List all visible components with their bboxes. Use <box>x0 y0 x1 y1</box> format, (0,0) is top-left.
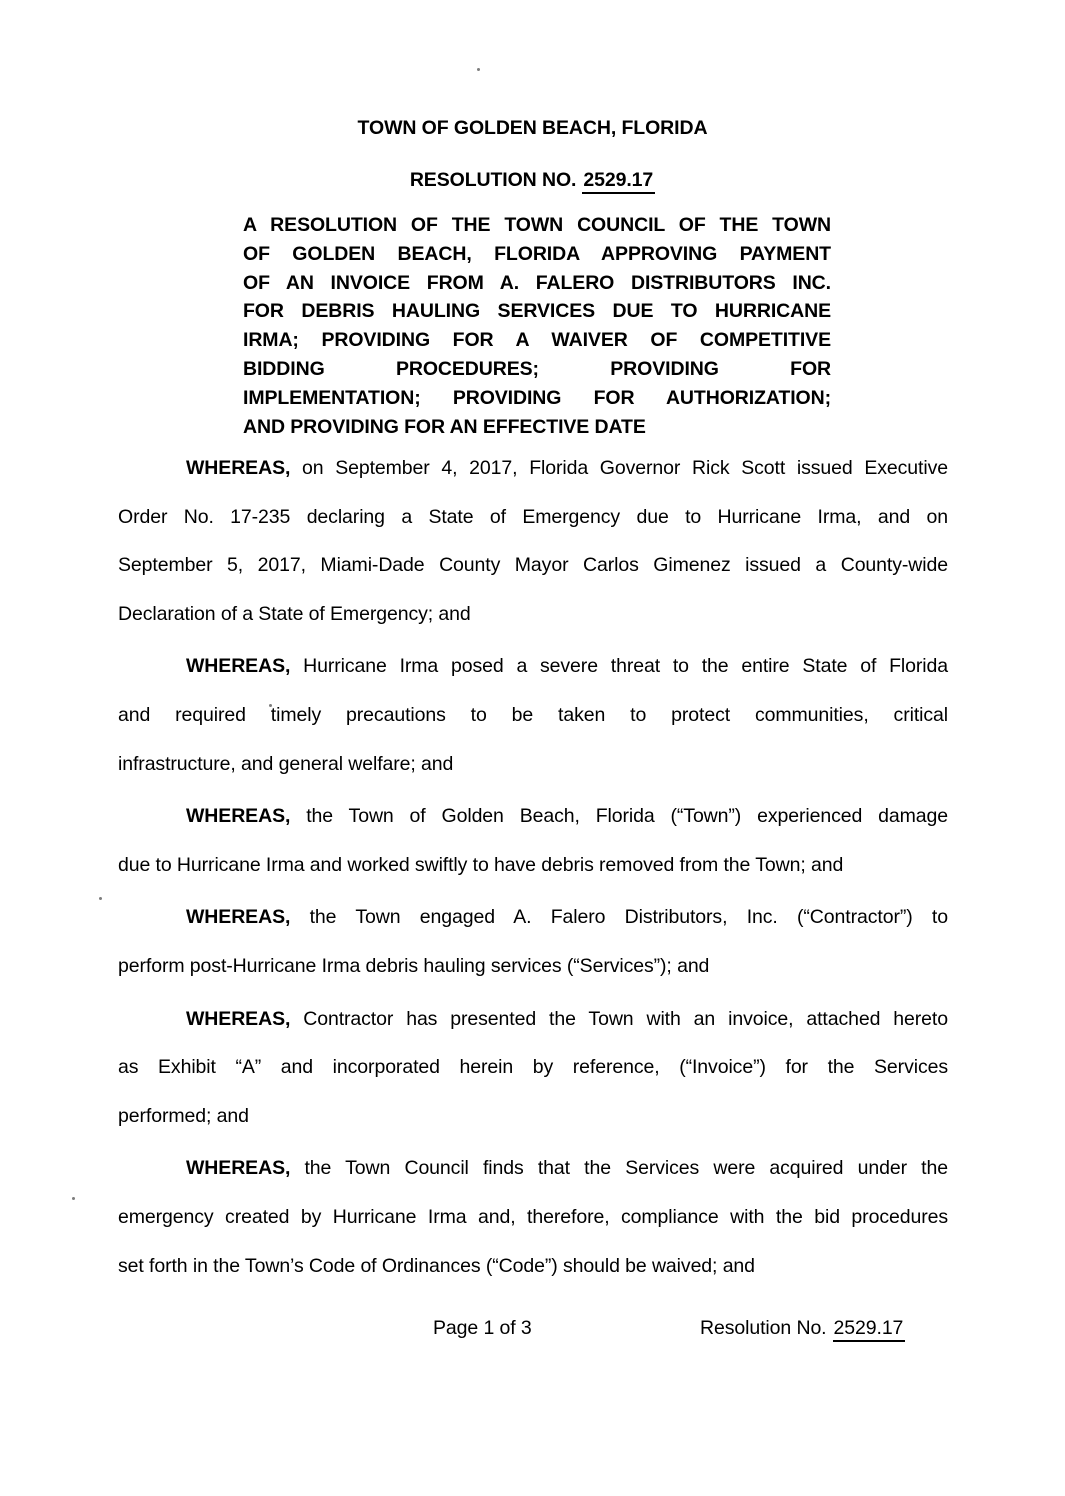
whereas-lead: WHEREAS, <box>186 906 291 929</box>
body-line-text: the Town Council finds that the Services were acquired under the <box>290 1157 948 1180</box>
body-line <box>118 444 948 493</box>
heading-line: IMPLEMENTATION; PROVIDING FOR AUTHORIZATION; <box>243 386 831 409</box>
heading-line: OF GOLDEN BEACH, FLORIDA APPROVING PAYMENT <box>243 242 831 265</box>
whereas-lead: WHEREAS, <box>186 1007 291 1030</box>
body-line: and required timely precautions to be taken to protect communities, critical <box>118 703 948 726</box>
body-line <box>118 792 948 841</box>
whereas-paragraph-1 <box>118 444 948 638</box>
whereas-paragraph-2 <box>118 642 948 788</box>
body-line-text: on September 4, 2017, Florida Governor Rick Scott issued Executive <box>290 457 948 479</box>
body-line: Declaration of a State of Emergency; and <box>118 602 471 625</box>
footer-page-number: Page 1 of 3 <box>433 1317 532 1339</box>
footer-resolution-number <box>700 1316 905 1340</box>
resolution-body <box>118 444 948 1290</box>
scan-speck <box>477 68 480 71</box>
scan-speck <box>72 1197 75 1200</box>
body-line <box>118 893 948 942</box>
resolution-number-line <box>0 168 1065 192</box>
body-line <box>118 995 948 1044</box>
whereas-paragraph-5 <box>118 995 948 1141</box>
body-line: performed; and <box>118 1104 249 1127</box>
body-line: September 5, 2017, Miami-Dade County Mayor Carlos Gimenez issued a County-wide <box>118 554 948 577</box>
whereas-paragraph-3 <box>118 792 948 889</box>
body-line <box>118 1144 948 1193</box>
footer-resolution-label: Resolution No. <box>700 1317 827 1339</box>
whereas-lead: WHEREAS, <box>186 457 291 479</box>
whereas-lead: WHEREAS, <box>186 655 291 678</box>
heading-line: A RESOLUTION OF THE TOWN COUNCIL OF THE TOWN <box>243 214 831 236</box>
whereas-lead: WHEREAS, <box>186 805 291 828</box>
body-line: infrastructure, and general welfare; and <box>118 752 454 775</box>
document-title: TOWN OF GOLDEN BEACH, FLORIDA <box>357 117 708 139</box>
whereas-lead: WHEREAS, <box>186 1157 291 1180</box>
heading-line: FOR DEBRIS HAULING SERVICES DUE TO HURRICANE <box>243 300 831 323</box>
whereas-paragraph-6 <box>118 1144 948 1290</box>
footer-resolution-value: 2529.17 <box>833 1317 906 1342</box>
resolution-heading-block <box>243 211 831 441</box>
body-line-text: Contractor has presented the Town with an invoice, attached hereto <box>290 1007 948 1030</box>
body-line-text: the Town engaged A. Falero Distributors, Inc. (“Contractor”) to <box>290 906 948 929</box>
heading-line: OF AN INVOICE FROM A. FALERO DISTRIBUTORS INC. <box>243 271 831 294</box>
body-line <box>118 642 948 691</box>
body-line-text: Hurricane Irma posed a severe threat to the entire State of Florida <box>290 655 948 678</box>
body-line: as Exhibit “A” and incorporated herein by reference, (“Invoice”) for the Services <box>118 1056 948 1079</box>
heading-line: AND PROVIDING FOR AN EFFECTIVE DATE <box>243 415 646 438</box>
resolution-number: 2529.17 <box>582 169 655 194</box>
body-line: Order No. 17-235 declaring a State of Emergency due to Hurricane Irma, and on <box>118 505 948 528</box>
body-line: emergency created by Hurricane Irma and, therefore, compliance with the bid procedures <box>118 1205 948 1228</box>
body-line-text: the Town of Golden Beach, Florida (“Town”) experienced damage <box>290 805 948 828</box>
heading-line: IRMA; PROVIDING FOR A WAIVER OF COMPETITIVE <box>243 329 831 352</box>
scan-speck <box>99 897 102 900</box>
resolution-label: RESOLUTION NO. <box>409 169 577 191</box>
body-line: perform post-Hurricane Irma debris hauling services (“Services”); and <box>118 954 710 977</box>
body-line: set forth in the Town’s Code of Ordinances (“Code”) should be waived; and <box>118 1254 755 1277</box>
heading-line: BIDDING PROCEDURES; PROVIDING FOR <box>243 357 831 380</box>
whereas-paragraph-4 <box>118 893 948 990</box>
body-line: due to Hurricane Irma and worked swiftly to have debris removed from the Town; and <box>118 853 844 876</box>
